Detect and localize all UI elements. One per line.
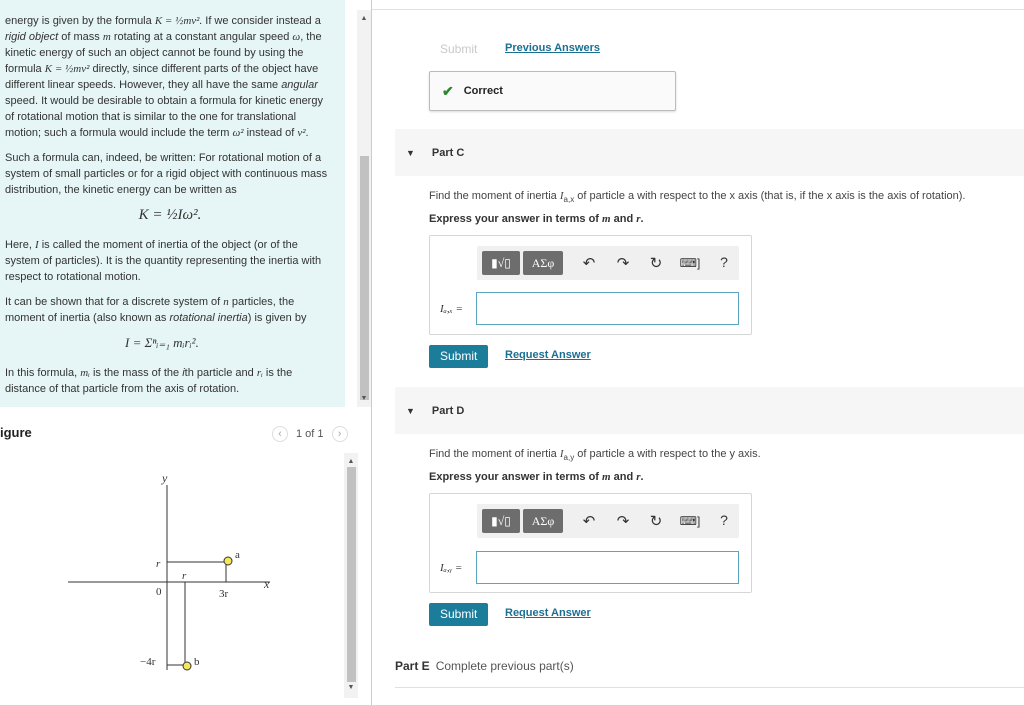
figure-diagram: [0, 455, 340, 685]
part-e-row: Part E Complete previous part(s): [395, 659, 574, 673]
intro-paragraph-1: energy is given by the formula K = ½mv². If we consider instead a rigid object of mass m rotating at a constant angular speed ω, the kinetic energy of such an object cannot be found by using the formula K = ½mv² directly, since different parts of the object have different linear speeds. However, they all have the same angular speed. It would be desirable to obtain a formula for kinetic energy of rotational motion that is similar to the one for translational motion; such a formula would include the term ω² instead of v².: [5, 15, 323, 139]
redo-icon[interactable]: ↷: [616, 255, 630, 272]
three-r-label: 3r: [219, 588, 229, 600]
math-toolbar: [477, 504, 739, 538]
r-mid-label: r: [182, 570, 187, 582]
reset-icon[interactable]: ↻: [649, 513, 663, 530]
x-label: x: [264, 577, 270, 591]
templates-button[interactable]: ▮√▯: [482, 509, 520, 533]
part-d-answer-input[interactable]: [476, 551, 739, 584]
part-c-answer-input[interactable]: [476, 292, 739, 325]
intro-paragraph-3: Here, I is called the moment of inertia of the object (or of the system of particles). It is the quantity representing the inertia with respect to rotational motion.: [5, 239, 322, 283]
part-c-instructions: Express your answer in terms of m and r.: [429, 213, 644, 225]
y-label: y: [162, 471, 168, 485]
check-icon: ✔: [442, 82, 454, 99]
collapse-icon[interactable]: ▼: [406, 147, 415, 158]
part-c-submit-button[interactable]: Submit: [429, 345, 488, 368]
next-figure-icon[interactable]: ›: [332, 426, 348, 442]
redo-icon[interactable]: ↷: [616, 513, 630, 530]
scroll-thumb[interactable]: [360, 156, 369, 400]
undo-icon[interactable]: ↶: [582, 513, 596, 530]
part-d-header[interactable]: ▼ Part D: [395, 387, 1024, 434]
inertia-sum-equation: I = Σⁿᵢ₌₁ mᵢrᵢ².: [125, 335, 199, 350]
figure-title: igure: [0, 425, 32, 440]
intro-paragraph-2: Such a formula can, indeed, be written: For rotational motion of a system of small particles or for a rigid object with continuous mass distribution, the kinetic energy can be written as: [5, 152, 328, 196]
part-d-question: Find the moment of inertia $I_{a,y}$ of particle a with respect to the y axis.: [429, 448, 761, 463]
prev-figure-icon[interactable]: ‹: [272, 426, 288, 442]
help-icon[interactable]: ?: [720, 254, 728, 270]
part-d-answer-label: Iₐ,ᵧ =: [440, 562, 463, 574]
intro-scrollbar[interactable]: [357, 10, 371, 407]
origin-label: 0: [156, 586, 162, 598]
figure-scrollbar[interactable]: [344, 453, 358, 698]
particle-b-label: b: [194, 656, 200, 668]
part-c-answer-label: Iₐ,ₓ =: [440, 303, 463, 315]
figure-scroll-down-icon[interactable]: ▼: [347, 684, 355, 691]
symbols-button[interactable]: ΑΣφ: [523, 251, 563, 275]
particle-b: [183, 662, 191, 670]
part-c-request-answer-link[interactable]: Request Answer: [505, 349, 591, 361]
part-c-header[interactable]: ▼ Part C: [395, 129, 1024, 176]
figure-page-count: 1 of 1: [296, 428, 324, 440]
particle-a-label: a: [235, 549, 240, 561]
particle-a: [224, 557, 232, 565]
help-icon[interactable]: ?: [720, 512, 728, 528]
intro-paragraph-5: In this formula, mᵢ is the mass of the ith particle and rᵢ is the distance of that particle from the axis of rotation.: [5, 367, 293, 395]
undo-icon[interactable]: ↶: [582, 255, 596, 272]
part-d-instructions: Express your answer in terms of m and r.: [429, 471, 644, 483]
reset-icon[interactable]: ↻: [649, 255, 663, 272]
intro-paragraph-4: It can be shown that for a discrete system of n particles, the moment of inertia (also known as rotational inertia) is given by: [5, 296, 307, 324]
symbols-button[interactable]: ΑΣφ: [523, 509, 563, 533]
previous-answers-link[interactable]: Previous Answers: [505, 42, 600, 54]
figure-pager: [272, 426, 348, 442]
figure-scroll-up-icon[interactable]: ▲: [347, 458, 355, 465]
r-tick-label: r: [156, 558, 161, 570]
templates-button[interactable]: ▮√▯: [482, 251, 520, 275]
part-d-answer-box: [429, 493, 752, 593]
part-c-question: Find the moment of inertia $I_{a,x}$ of particle a with respect to the x axis (that is, if the x axis is the axis of rotation).: [429, 190, 966, 205]
correct-feedback: ✔ Correct: [429, 71, 676, 111]
part-d-submit-button[interactable]: Submit: [429, 603, 488, 626]
question-pane: [372, 0, 1024, 705]
submit-button-disabled: Submit: [429, 38, 488, 61]
keyboard-icon[interactable]: ⌨]: [679, 256, 701, 270]
figure-scroll-thumb[interactable]: [347, 467, 356, 682]
scroll-up-icon[interactable]: ▲: [360, 15, 368, 22]
collapse-icon[interactable]: ▼: [406, 405, 415, 416]
part-c-answer-box: [429, 235, 752, 335]
keyboard-icon[interactable]: ⌨]: [679, 514, 701, 528]
neg-four-r-label: −4r: [140, 656, 156, 668]
scroll-down-icon[interactable]: ▼: [360, 395, 368, 402]
math-toolbar: [477, 246, 739, 280]
intro-panel: [0, 0, 345, 407]
part-d-request-answer-link[interactable]: Request Answer: [505, 607, 591, 619]
kinetic-energy-equation: K = ½Iω².: [138, 207, 202, 223]
